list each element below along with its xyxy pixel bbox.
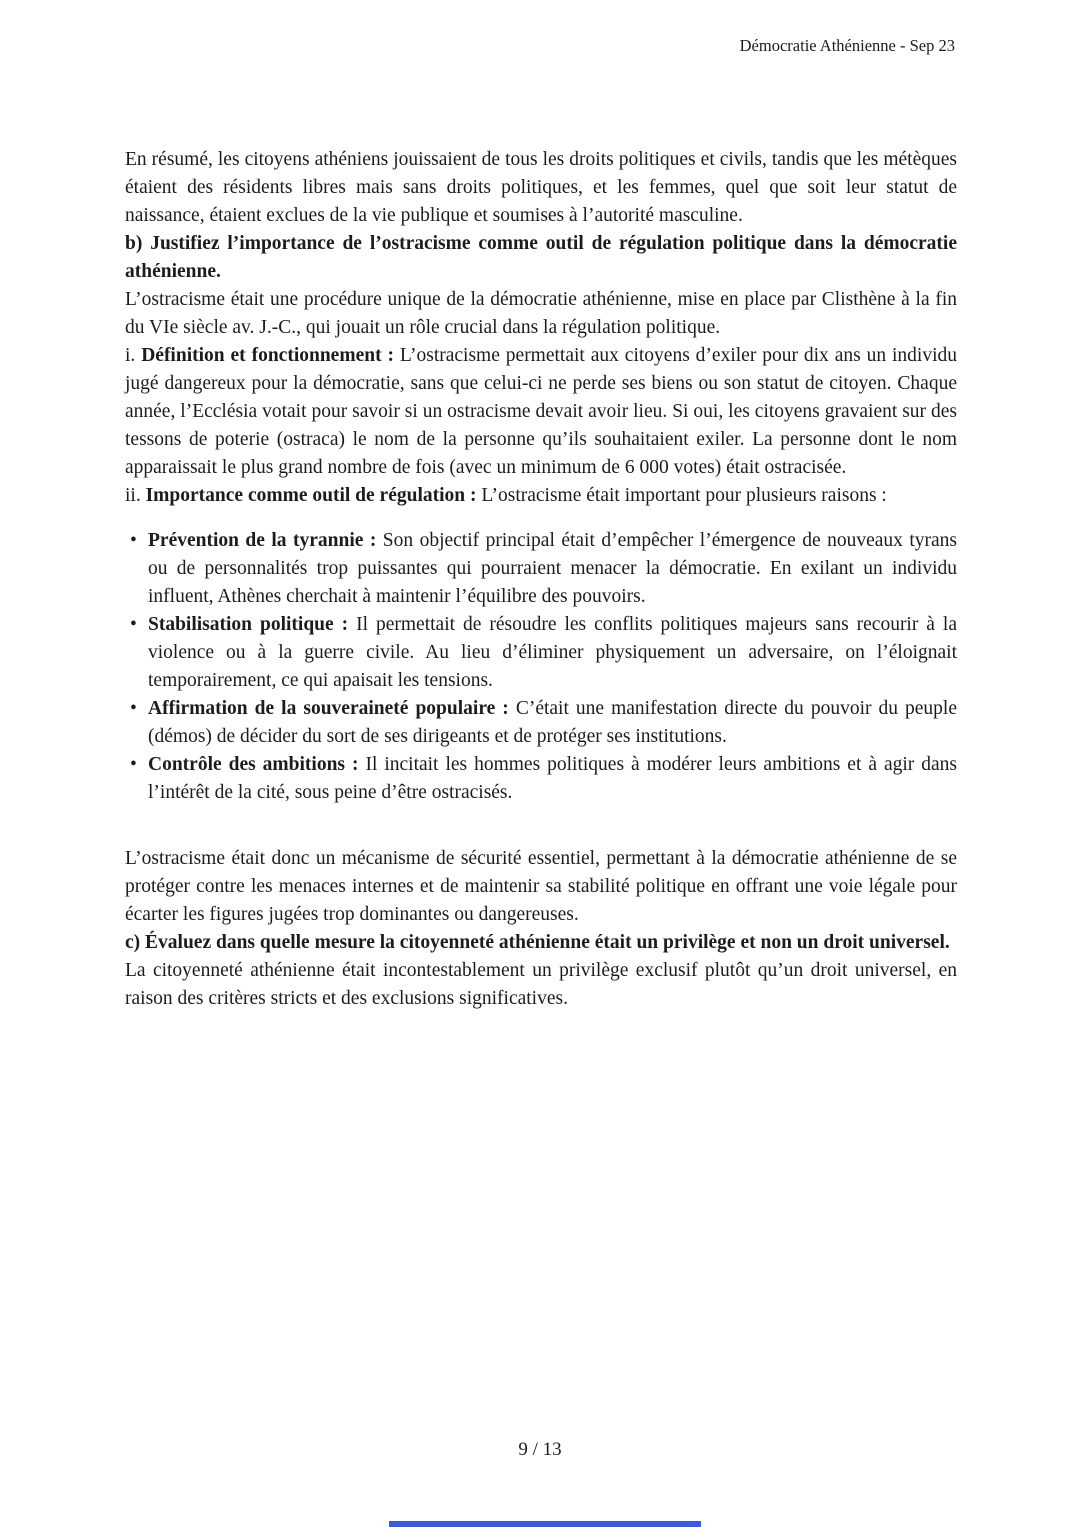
page-content — [125, 146, 957, 1013]
list-item-controle-ambitions — [125, 751, 957, 807]
section-c-intro: La citoyenneté athénienne était incontestablement un privilège exclusif plutôt qu’un droit universel, en raison des critères stricts et des exclusions significatives. — [125, 960, 957, 1009]
item-ii-title: Importance comme outil de régulation : — [145, 485, 477, 506]
list-item-prevention-tyrannie — [125, 527, 957, 611]
intro-paragraph: En résumé, les citoyens athéniens jouissaient de tous les droits politiques et civils, tandis que les métèques étaient des résidents libres mais sans droits politiques, et les femmes, quel que soit leur statut de naissance, étaient exclues de la vie publique et soumises à l’autorité masculine. — [125, 149, 957, 226]
bullet-text: Son objectif principal était d’empêcher l’émergence de nouveaux tyrans ou de personnalités trop puissantes qui pourraient menacer la démocratie. En exilant un individu influent, Athènes cherchait à maintenir l’équilibre des pouvoirs. — [148, 530, 957, 607]
running-header: Démocratie Athénienne - Sep 23 — [739, 36, 955, 55]
bullet-title: Prévention de la tyrannie : — [148, 530, 377, 551]
reasons-list — [125, 527, 957, 807]
bullet-title: Affirmation de la souveraineté populaire : — [148, 698, 509, 719]
page-number: 9 / 13 — [518, 1439, 562, 1460]
section-b-intro: L’ostracisme était une procédure unique de la démocratie athénienne, mise en place par Clisthène à la fin du VIe siècle av. J.-C., qui jouait un rôle crucial dans la régulation politique. — [125, 289, 957, 338]
importance-item — [125, 482, 957, 510]
item-i-title: Définition et fonctionnement : — [141, 345, 394, 366]
bullet-title: Stabilisation politique : — [148, 614, 349, 635]
list-item-stabilisation-politique — [125, 611, 957, 695]
bullet-text: Il permettait de résoudre les conflits politiques majeurs sans recourir à la violence ou à la guerre civile. Au lieu d’éliminer physiquement un adversaire, on l’éloignait temporairement, ce qui apaisait les tensions. — [148, 614, 957, 691]
item-ii-label: ii. — [125, 485, 141, 506]
section-b-heading: b) Justifiez l’importance de l’ostracisme comme outil de régulation politique dans la démocratie athénienne. — [125, 233, 957, 282]
item-i-text: L’ostracisme permettait aux citoyens d’exiler pour dix ans un individu jugé dangereux pour la démocratie, sans que celui-ci ne perde ses biens ou son statut de citoyen. Chaque année, l’Ecclésia votait pour savoir si un ostracisme devait avoir lieu. Si oui, les citoyens gravaient sur des tessons de poterie (ostraca) le nom de la personne qu’ils souhaitaient exiler. La personne dont le nom apparaissait le plus grand nombre de fois (avec un minimum de 6 000 votes) était ostracisée. — [125, 345, 957, 478]
section-b-conclusion: L’ostracisme était donc un mécanisme de sécurité essentiel, permettant à la démocratie athénienne de se protéger contre les menaces internes et de maintenir sa stabilité politique en offrant une voie légale pour écarter les figures jugées trop dominantes ou dangereuses. — [125, 848, 957, 925]
bullet-text: C’était une manifestation directe du pouvoir du peuple (démos) de décider du sort de ses dirigeants et de protéger ses institutions. — [148, 698, 958, 747]
bottom-indicator-bar — [389, 1521, 701, 1527]
item-ii-text: L’ostracisme était important pour plusieurs raisons : — [481, 485, 887, 506]
section-c-heading: c) Évaluez dans quelle mesure la citoyenneté athénienne était un privilège et non un droit universel. — [125, 932, 950, 953]
bullet-title: Contrôle des ambitions : — [148, 754, 359, 775]
bullet-text: Il incitait les hommes politiques à modérer leurs ambitions et à agir dans l’intérêt de la cité, sous peine d’être ostracisés. — [148, 754, 957, 803]
definition-item — [125, 342, 957, 482]
item-i-label: i. — [125, 345, 136, 366]
list-item-souverainete-populaire — [125, 695, 957, 751]
